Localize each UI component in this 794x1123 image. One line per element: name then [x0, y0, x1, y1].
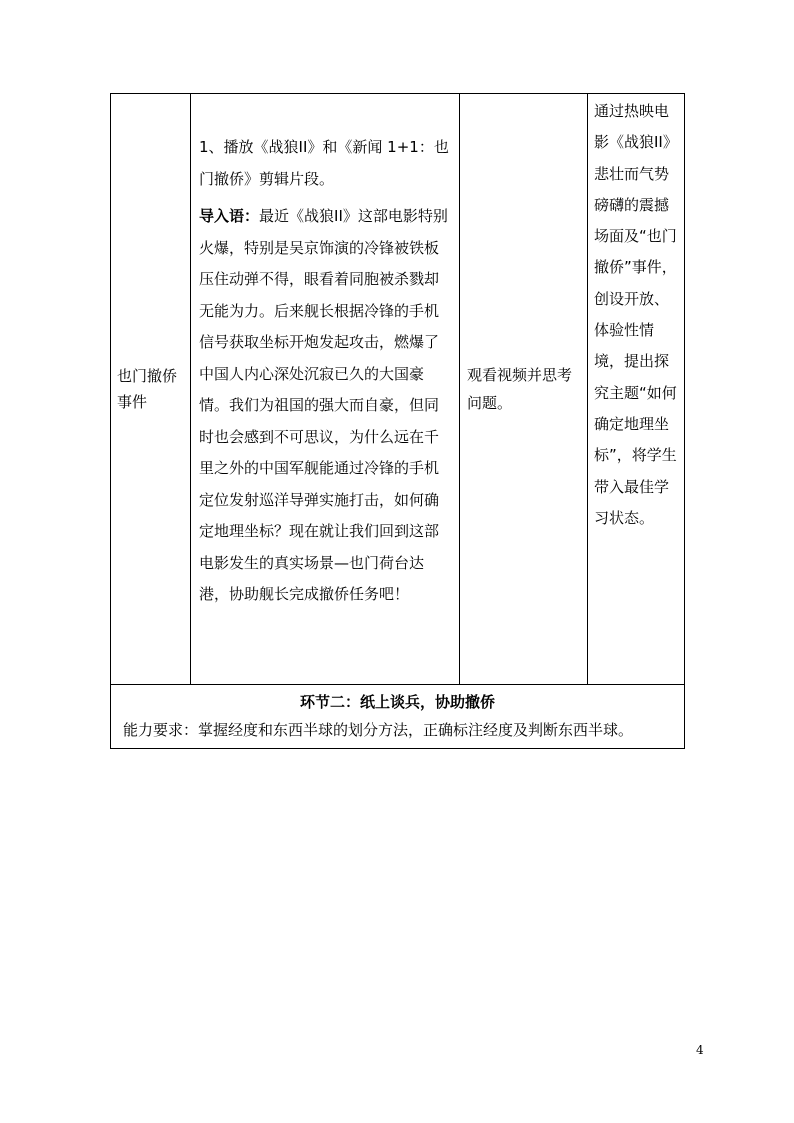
- intro-text: 最近《战狼II》这部电影特别火爆，特别是吴京饰演的冷锋被铁板压住动弹不得，眼看着同胞被杀戮却无能为力。后来舰长根据冷锋的手机信号获取坐标开炮发起攻击，燃爆了中国人内心深处沉寂已久的大国豪情。我们为祖国的强大而自豪，但同时也会感到不可思议，为什么远在千里之外的中国军舰能通过冷锋的手机定位发射巡洋导弹实施打击，如何确定地理坐标？现在就让我们回到这部电影发生的真实场景—也门荷台达港，协助舰长完成撤侨任务吧！: [199, 207, 448, 603]
- topic-text: 也门撤侨事件: [117, 367, 178, 411]
- section-title: 环节二：纸上谈兵，协助撤侨: [299, 693, 495, 711]
- page-number: 4: [696, 1043, 704, 1057]
- student-activity-cell: [460, 94, 588, 685]
- content-line-1: 1、播放《战狼II》和《新闻 1+1：也门撤侨》剪辑片段。: [199, 138, 449, 188]
- design-intent-text: 通过热映电影《战狼II》悲壮而气势磅礴的震撼场面及“也门撤侨”事件，创设开放、体验性情境，提出探究主题“如何确定地理坐标”，将学生带入最佳学习状态。: [594, 102, 678, 527]
- content-cell: [191, 94, 460, 685]
- student-activity-text: 观看视频并思考问题。: [467, 366, 573, 412]
- section-cell: [111, 685, 685, 749]
- lesson-table: [110, 93, 685, 749]
- table-row: [111, 94, 685, 685]
- design-intent-cell: [588, 94, 685, 685]
- intro-label: 导入语：: [199, 207, 260, 225]
- topic-cell: [111, 94, 191, 685]
- section-row: [111, 685, 685, 749]
- section-requirement: 能力要求：掌握经度和东西半球的划分方法，正确标注经度及判断东西半球。: [123, 721, 634, 739]
- intro-paragraph: [199, 201, 451, 611]
